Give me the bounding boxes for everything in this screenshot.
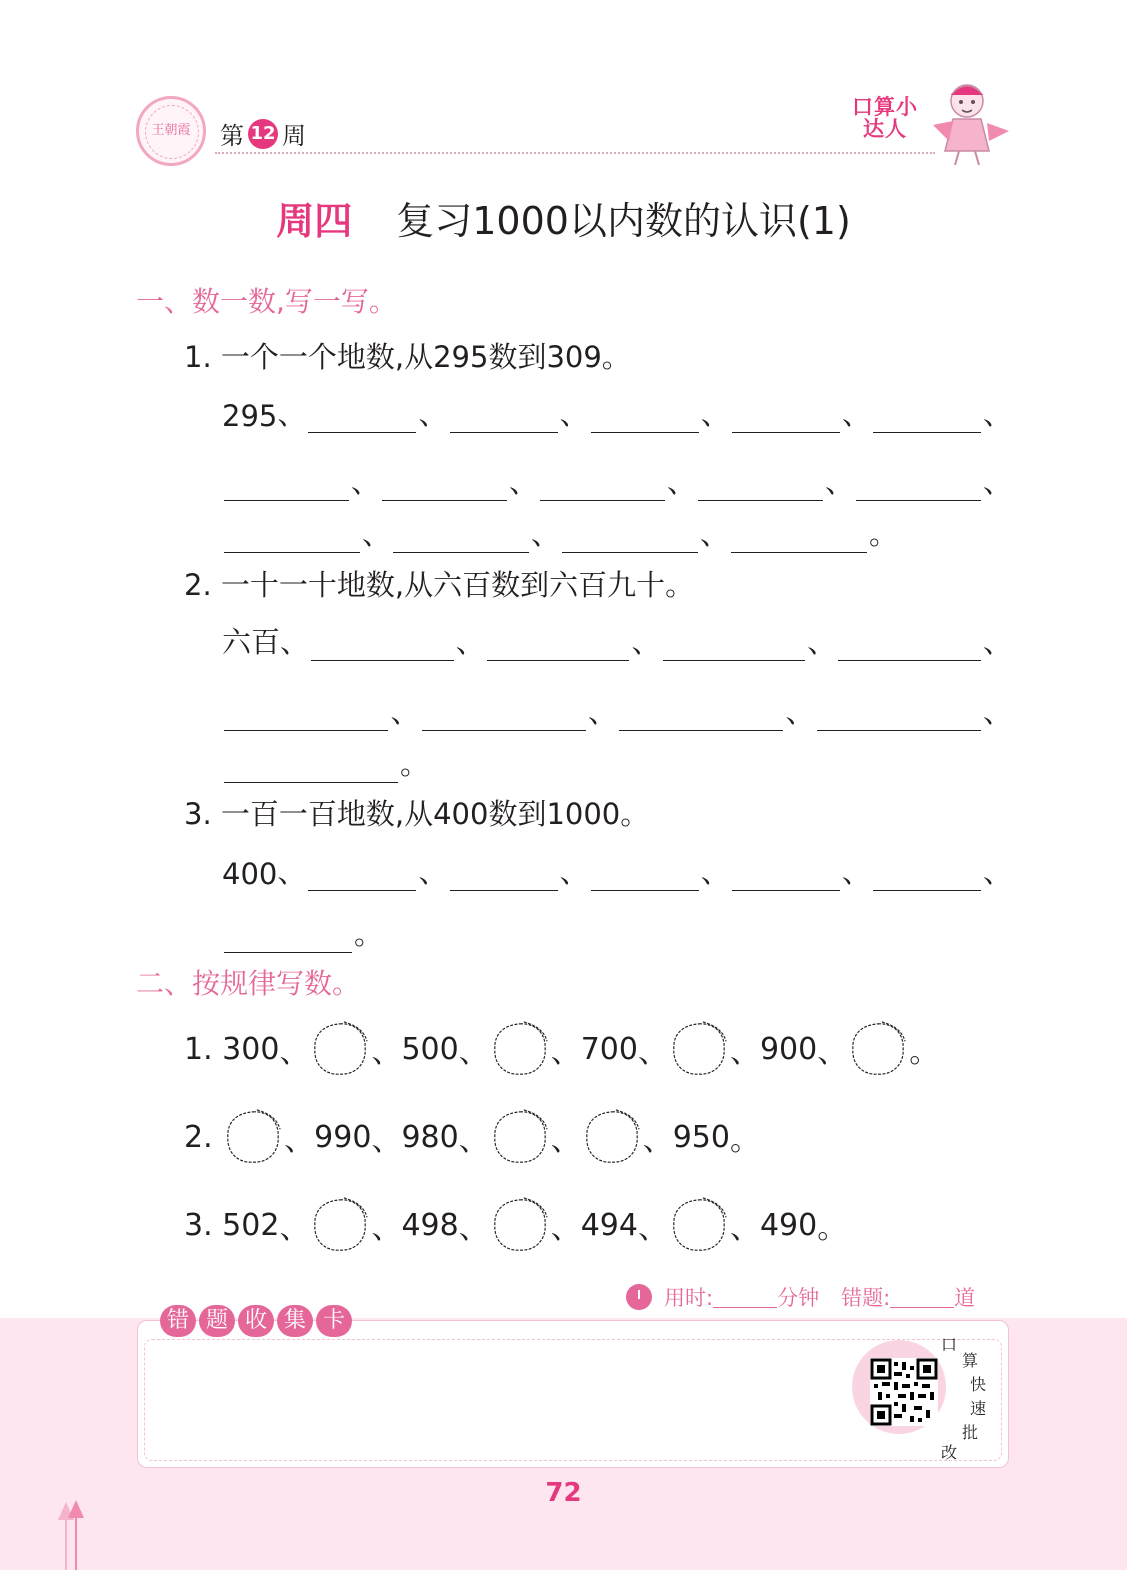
qr-caption-char: 批 [962, 1423, 979, 1442]
period: 。 [729, 1123, 760, 1158]
time-input[interactable] [713, 1287, 777, 1308]
time-unit: 分钟 [777, 1286, 820, 1310]
error-unit: 道 [954, 1286, 976, 1310]
lesson-topic: 复习1000以内数的认识(1) [396, 199, 851, 243]
separator: 、 [390, 695, 420, 729]
answer-blank[interactable] [224, 781, 398, 783]
separator: 、 [418, 855, 448, 889]
answer-blank[interactable] [698, 499, 823, 501]
answer-circle[interactable] [224, 1108, 282, 1166]
answer-row-2b [222, 690, 1012, 731]
answer-blank[interactable] [838, 659, 981, 661]
question-number: 1. [184, 1031, 213, 1067]
separator: 、 [666, 465, 696, 499]
time-label: 用时: [664, 1286, 714, 1310]
answer-row-3a [222, 850, 1012, 891]
separator: 、 [700, 855, 730, 889]
qr-caption-char: 快 [970, 1375, 987, 1394]
answer-blank[interactable] [619, 729, 783, 731]
period: 。 [869, 517, 899, 551]
answer-circle[interactable] [311, 1196, 369, 1254]
period: 。 [354, 917, 384, 951]
answer-row-3b [222, 912, 1012, 953]
answer-blank[interactable] [873, 889, 981, 891]
separator: 、 [807, 625, 837, 659]
card-label-char: 错 [160, 1305, 196, 1337]
sequence-value: 500 [401, 1031, 459, 1067]
start-value: 295 [222, 399, 278, 433]
lesson-day: 周四 [276, 199, 353, 243]
card-label-char: 收 [238, 1305, 274, 1337]
answer-blank[interactable] [732, 889, 840, 891]
separator: 、 [455, 625, 485, 659]
arrow-decoration-icon [54, 1500, 88, 1570]
sequence-value: 950 [672, 1119, 730, 1155]
section-heading-1: 一、数一数,写一写。 [136, 285, 397, 318]
question-2-prompt: 2. 一十一十地数,从六百数到六百九十。 [184, 568, 695, 602]
answer-blank[interactable] [856, 499, 981, 501]
answer-circle[interactable] [670, 1196, 728, 1254]
sequence-value: 980 [401, 1119, 459, 1155]
sequence-value: 900 [759, 1031, 818, 1067]
separator: 、 [637, 1211, 668, 1246]
separator: 、 [982, 855, 1012, 889]
separator: 、 [279, 1035, 310, 1070]
answer-circle[interactable] [491, 1108, 549, 1166]
answer-blank[interactable] [308, 889, 416, 891]
answer-blank[interactable] [591, 431, 699, 433]
answer-blank[interactable] [731, 551, 867, 553]
separator: 、 [371, 1123, 402, 1158]
question-number: 2. [184, 1119, 213, 1155]
separator: 、 [371, 1211, 402, 1246]
separator: 、 [700, 517, 730, 551]
separator: 、 [280, 625, 310, 659]
sequence-value: 700 [580, 1031, 638, 1067]
brand-title: 口算小达人 [852, 95, 918, 141]
answer-blank[interactable] [382, 499, 507, 501]
qr-code-icon[interactable] [870, 1358, 938, 1426]
card-label-char: 集 [277, 1305, 313, 1337]
answer-blank[interactable] [422, 729, 586, 731]
answer-blank[interactable] [224, 551, 360, 553]
question-number: 3. [184, 1207, 213, 1243]
separator: 、 [550, 1211, 581, 1246]
sequence-value: 490 [759, 1207, 818, 1243]
separator: 、 [458, 1211, 489, 1246]
answer-blank[interactable] [224, 499, 349, 501]
separator: 、 [508, 465, 538, 499]
sequence-row-3 [184, 1196, 847, 1254]
week-number-badge: 12 [248, 119, 278, 149]
mistake-card-label [160, 1305, 352, 1337]
answer-blank[interactable] [732, 431, 840, 433]
separator: 、 [559, 855, 589, 889]
separator: 、 [550, 1123, 581, 1158]
answer-circle[interactable] [491, 1020, 549, 1078]
answer-blank[interactable] [393, 551, 529, 553]
answer-blank[interactable] [308, 431, 416, 433]
error-count-input[interactable] [890, 1287, 954, 1308]
separator: 、 [371, 1035, 402, 1070]
answer-blank[interactable] [817, 729, 981, 731]
publisher-logo [136, 96, 206, 166]
separator: 、 [700, 397, 730, 431]
start-value: 六百 [222, 625, 281, 659]
separator: 、 [458, 1035, 489, 1070]
answer-blank[interactable] [224, 951, 352, 953]
sequence-value: 502 [222, 1207, 280, 1243]
week-suffix: 周 [282, 122, 306, 150]
section-heading-2: 二、按规律写数。 [136, 967, 361, 1000]
answer-blank[interactable] [487, 659, 630, 661]
answer-blank[interactable] [450, 889, 558, 891]
separator: 、 [277, 855, 307, 889]
answer-blank[interactable] [873, 431, 981, 433]
answer-blank[interactable] [591, 889, 699, 891]
answer-blank[interactable] [450, 431, 558, 433]
answer-blank[interactable] [311, 659, 454, 661]
separator: 、 [587, 695, 617, 729]
separator: 、 [350, 465, 380, 499]
answer-blank[interactable] [562, 551, 698, 553]
week-indicator [220, 116, 306, 151]
answer-row-1c [222, 512, 1012, 553]
separator: 、 [817, 1035, 848, 1070]
answer-row-2a [222, 620, 1012, 661]
sequence-value: 300 [222, 1031, 280, 1067]
answer-blank[interactable] [224, 729, 388, 731]
stopwatch-icon [626, 1284, 652, 1310]
logo-text: 王朝霞 [151, 123, 191, 138]
qr-caption-char: 口 [941, 1335, 958, 1354]
answer-row-1b [222, 460, 1012, 501]
separator: 、 [982, 397, 1012, 431]
separator: 、 [729, 1211, 760, 1246]
period: 。 [909, 1035, 940, 1070]
answer-circle[interactable] [491, 1196, 549, 1254]
separator: 、 [982, 465, 1012, 499]
start-value: 400 [222, 857, 278, 891]
header-divider [215, 152, 935, 154]
card-label-char: 卡 [316, 1305, 352, 1337]
separator: 、 [550, 1035, 581, 1070]
separator: 、 [277, 397, 307, 431]
separator: 、 [841, 397, 871, 431]
answer-circle[interactable] [849, 1020, 907, 1078]
separator: 、 [559, 397, 589, 431]
separator: 、 [642, 1123, 673, 1158]
lesson-title [0, 190, 1127, 245]
period: 。 [817, 1211, 848, 1246]
sequence-row-1 [184, 1020, 939, 1078]
answer-circle[interactable] [583, 1108, 641, 1166]
separator: 、 [631, 625, 661, 659]
time-error-stats [626, 1282, 975, 1312]
separator: 、 [824, 465, 854, 499]
separator: 、 [785, 695, 815, 729]
question-3-prompt: 3. 一百一百地数,从400数到1000。 [184, 797, 650, 831]
period: 。 [400, 747, 430, 781]
sequence-value: 494 [580, 1207, 638, 1243]
error-label: 错题: [841, 1286, 891, 1310]
sequence-value: 498 [401, 1207, 459, 1243]
answer-row-2c [222, 742, 1012, 783]
card-label-char: 题 [199, 1305, 235, 1337]
separator: 、 [982, 625, 1012, 659]
qr-caption-char: 速 [970, 1399, 987, 1418]
separator: 、 [982, 695, 1012, 729]
separator: 、 [418, 397, 448, 431]
separator: 、 [531, 517, 561, 551]
sequence-value: 990 [314, 1119, 372, 1155]
mascot-icon [925, 75, 1015, 167]
page-number: 72 [545, 1478, 582, 1508]
separator: 、 [729, 1035, 760, 1070]
answer-row-1a [222, 392, 1012, 433]
week-prefix: 第 [220, 122, 244, 150]
qr-caption-char: 算 [962, 1351, 979, 1370]
separator: 、 [284, 1123, 315, 1158]
answer-circle[interactable] [670, 1020, 728, 1078]
separator: 、 [841, 855, 871, 889]
separator: 、 [637, 1035, 668, 1070]
answer-blank[interactable] [663, 659, 806, 661]
separator: 、 [362, 517, 392, 551]
sequence-row-2 [184, 1108, 760, 1166]
answer-circle[interactable] [311, 1020, 369, 1078]
separator: 、 [279, 1211, 310, 1246]
answer-blank[interactable] [540, 499, 665, 501]
qr-caption-char: 改 [941, 1443, 958, 1462]
separator: 、 [458, 1123, 489, 1158]
question-1-prompt: 1. 一个一个地数,从295数到309。 [184, 340, 631, 374]
